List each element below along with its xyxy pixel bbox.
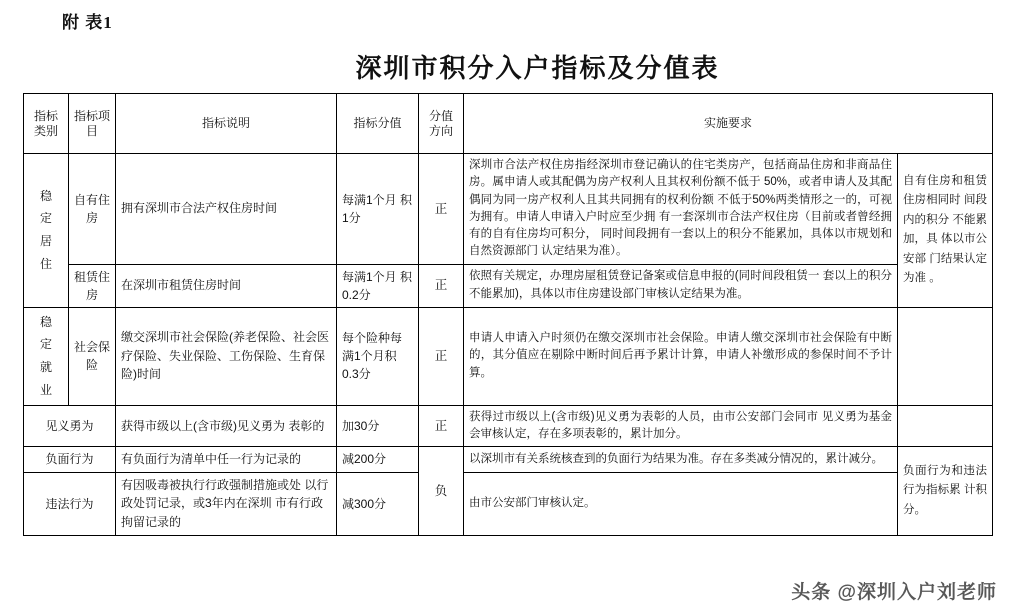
header-score: 指标分值 [337,94,419,154]
header-item: 指标项目 [69,94,116,154]
cell-requirement: 申请人申请入户时须仍在缴交深圳市社会保险。申请人缴交深圳市社会保险有中断的，其分值应在剔除中断时间后再予累计计算，申请人补缴形成的参保时间不予计算。 [464,307,898,405]
header-requirement: 实施要求 [464,94,993,154]
cell-category: 违法行为 [24,472,116,535]
header-description: 指标说明 [116,94,337,154]
category-label: 稳定居住 [40,188,54,272]
cell-requirement: 依照有关规定，办理房屋租赁登记备案或信息申报的(同时间段租赁一 套以上的积分不能累加)，具体以市住房建设部门审核认定结果为准。 [464,264,898,307]
cell-direction: 正 [419,405,464,447]
cell-score: 加30分 [337,405,419,447]
header-category: 指标类别 [24,94,69,154]
cell-description: 有负面行为清单中任一行为记录的 [116,447,337,473]
table-row [24,405,993,447]
table-header-row [24,94,993,154]
cell-score: 减300分 [337,472,419,535]
cell-requirement: 获得过市级以上(含市级)见义勇为表彰的人员，由市公安部门会同市 见义勇为基金会审核认定，存在多项表彰的，累计加分。 [464,405,898,447]
watermark: 头条 @深圳入户刘老师 [791,582,997,603]
cell-category: 见义勇为 [24,405,116,447]
cell-category [24,154,69,308]
cell-note: 负面行为和违法行为指标累 计积分。 [898,447,993,535]
cell-requirement: 以深圳市有关系统核查到的负面行为结果为准。存在多类减分情况的，累计减分。 [464,447,898,473]
table-row [24,447,993,473]
cell-score: 每满1个月 积0.2分 [337,264,419,307]
cell-item: 自有住房 [69,154,116,265]
cell-direction: 正 [419,154,464,265]
cell-direction: 正 [419,264,464,307]
cell-score: 每满1个月 积1分 [337,154,419,265]
cell-description: 获得市级以上(含市级)见义勇为 表彰的 [116,405,337,447]
table-row [24,154,993,265]
cell-note [898,307,993,405]
category-label: 稳定就业 [40,314,54,397]
cell-direction: 负 [419,447,464,535]
table-row [24,307,993,405]
attachment-label: 附 表1 [62,13,113,32]
cell-description: 拥有深圳市合法产权住房时间 [116,154,337,265]
cell-note: 自有住房和租赁住房相同时 间段内的积分 不能累加，具 体以市公安部 门结果认定为准 。 [898,154,993,308]
cell-note [898,405,993,447]
cell-item: 租赁住房 [69,264,116,307]
cell-description: 在深圳市租赁住房时间 [116,264,337,307]
cell-score: 每个险种每满1个月积0.3分 [337,307,419,405]
header-direction: 分值方向 [419,94,464,154]
cell-requirement: 由市公安部门审核认定。 [464,472,898,535]
table-row [24,472,993,535]
table-row [24,264,993,307]
page-title: 深圳市积分入户指标及分值表 [355,54,720,83]
cell-direction: 正 [419,307,464,405]
score-table [23,93,993,536]
cell-description: 有因吸毒被执行行政强制措施或处 以行政处罚记录，或3年内在深圳 市有行政拘留记录的 [116,472,337,535]
cell-score: 减200分 [337,447,419,473]
cell-requirement: 深圳市合法产权住房指经深圳市登记确认的住宅类房产，包括商品住房和非商品住房。属申请人或其配偶为房产权利人且其权利份额不低于 50%，或者申请人及其配偶同为同一房产权利人且其共同拥有的权利份额 不低于50%两类情形之一的，可视为拥有。申请人申请入户时应至少拥 有一套深圳市合法产权住房（目前或者曾经拥有的自有住房均可积分， 同时间段拥有一套以上的积分不能累加，具体以市规划和自然资源部门 认定结果为准）。 [464,154,898,265]
cell-description: 缴交深圳市社会保险(养老保险、社会医疗保险、失业保险、工伤保险、生育保险)时间 [116,307,337,405]
cell-category: 负面行为 [24,447,116,473]
table-body [24,154,993,536]
cell-item: 社会保险 [69,307,116,405]
cell-category [24,307,69,405]
